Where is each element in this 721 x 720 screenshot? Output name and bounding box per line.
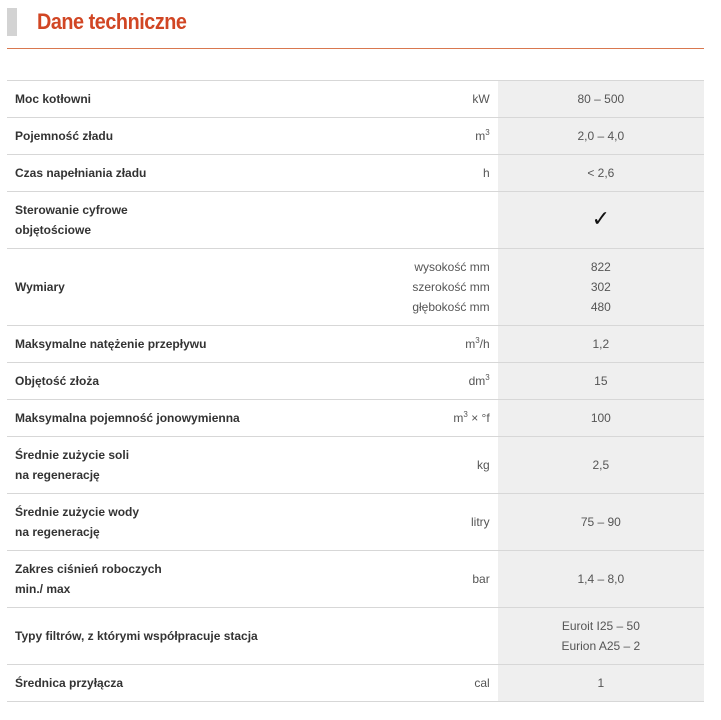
row-value: 1,4 – 8,0 bbox=[498, 551, 704, 608]
table-row bbox=[7, 608, 704, 665]
row-unit bbox=[390, 192, 497, 249]
table-row bbox=[7, 437, 704, 494]
dimension-value: 822 bbox=[590, 260, 611, 274]
row-value: 1,2 bbox=[498, 326, 704, 363]
row-value bbox=[498, 608, 704, 665]
filter-type: Euroit I25 – 50 bbox=[561, 619, 640, 633]
row-label: Moc kotłowni bbox=[7, 81, 390, 118]
table-row bbox=[7, 192, 704, 249]
dimension-unit: głębokość mm bbox=[412, 300, 490, 314]
row-label: Zakres ciśnień roboczych min./ max bbox=[7, 551, 390, 608]
table-row bbox=[7, 326, 704, 363]
dimension-unit: wysokość mm bbox=[414, 260, 490, 274]
row-unit: cal bbox=[390, 665, 497, 702]
row-unit: $m^3$ bbox=[390, 118, 497, 155]
table-row bbox=[7, 551, 704, 608]
row-unit bbox=[390, 608, 497, 665]
row-label: Typy filtrów, z którymi współpracuje stacja bbox=[7, 608, 390, 665]
dimension-unit: szerokość mm bbox=[412, 280, 490, 294]
row-unit: bar bbox=[390, 551, 497, 608]
row-label: Średnie zużycie soli na regenerację bbox=[7, 437, 390, 494]
page-title: Dane techniczne bbox=[37, 9, 187, 34]
filter-type: Eurion A25 – 2 bbox=[561, 639, 641, 653]
row-value: 15 bbox=[498, 363, 704, 400]
table-row bbox=[7, 81, 704, 118]
dimension-value: 302 bbox=[590, 280, 611, 294]
dimension-value: 480 bbox=[590, 300, 611, 314]
row-value: 75 – 90 bbox=[498, 494, 704, 551]
row-label: Pojemność zładu bbox=[7, 118, 390, 155]
row-value: 100 bbox=[498, 400, 704, 437]
specs-table bbox=[7, 80, 704, 702]
table-row bbox=[7, 155, 704, 192]
title-divider bbox=[7, 48, 704, 49]
row-unit: $dm^3$ bbox=[390, 363, 497, 400]
row-value bbox=[498, 192, 704, 249]
section-header bbox=[0, 0, 721, 50]
row-unit: kW bbox=[390, 81, 497, 118]
row-unit bbox=[390, 249, 497, 326]
row-unit: $m^3/h$ bbox=[390, 326, 497, 363]
table-row bbox=[7, 118, 704, 155]
row-value: 80 – 500 bbox=[498, 81, 704, 118]
row-label: Maksymalna pojemność jonowymienna bbox=[7, 400, 390, 437]
row-label: Średnie zużycie wody na regenerację bbox=[7, 494, 390, 551]
table-row bbox=[7, 494, 704, 551]
row-label: Sterowanie cyfrowe objętościowe bbox=[7, 192, 390, 249]
row-unit: litry bbox=[390, 494, 497, 551]
table-row bbox=[7, 363, 704, 400]
row-unit: kg bbox=[390, 437, 497, 494]
row-unit: $m^3 \times ^\circ f$ bbox=[390, 400, 497, 437]
title-accent-bar bbox=[7, 8, 17, 36]
checkmark-icon: ✓ bbox=[591, 205, 611, 231]
row-label: Maksymalne natężenie przepływu bbox=[7, 326, 390, 363]
row-label: Średnica przyłącza bbox=[7, 665, 390, 702]
table-row bbox=[7, 665, 704, 702]
row-value: < 2,6 bbox=[498, 155, 704, 192]
row-label: Objętość złoża bbox=[7, 363, 390, 400]
row-label: Czas napełniania zładu bbox=[7, 155, 390, 192]
table-row bbox=[7, 249, 704, 326]
row-value: 2,0 – 4,0 bbox=[498, 118, 704, 155]
row-value: 1 bbox=[498, 665, 704, 702]
row-value bbox=[498, 249, 704, 326]
row-label: Wymiary bbox=[7, 249, 390, 326]
row-value: 2,5 bbox=[498, 437, 704, 494]
table-row bbox=[7, 400, 704, 437]
row-unit: h bbox=[390, 155, 497, 192]
